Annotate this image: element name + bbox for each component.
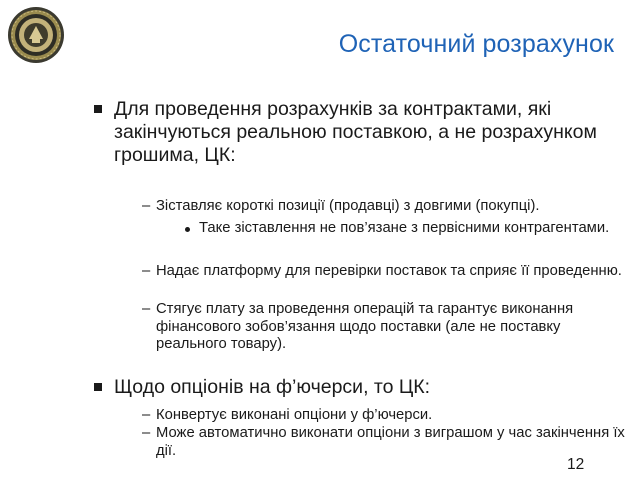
sub-sub-bullet-text: Таке зіставлення не пов’язане з первісними контрагентами. [199,220,610,236]
cftc-seal-icon [7,6,65,64]
bullet-item [114,98,634,167]
sub-bullet-text: Стягує плату за проведення операцій та гарантує виконання фінансового зобов’язання щодо поставки (але не поставку реального товару). [156,301,574,352]
sub-bullet-item [142,425,626,460]
bullet-text: Для проведення розрахунків за контрактами, які закінчуються реальною поставкою, а не розрахунком грошима, ЦК: [114,98,597,166]
round-bullet-icon [185,227,190,232]
sub-bullet-text: Може автоматично виконати опціони з виграшом у час закінчення їх дії. [156,425,625,459]
dash-bullet-icon: – [142,198,151,214]
square-bullet-icon [94,105,102,113]
square-bullet-icon [94,383,102,391]
sub-bullet-item [142,407,626,425]
sub-bullet-text: Зіставляє короткі позиції (продавці) з довгими (покупці). [156,198,540,214]
sub-sub-bullet-item [199,220,619,238]
bullet-item [114,376,634,399]
sub-bullet-text: Надає платформу для перевірки поставок та сприяє її проведенню. [156,263,622,279]
sub-bullet-text: Конвертує виконані опціони у ф’ючерси. [156,407,433,423]
page-number: 12 [567,456,585,473]
sub-bullet-item [142,263,626,281]
dash-bullet-icon: – [142,407,151,423]
sub-bullet-item [142,301,626,354]
dash-bullet-icon: – [142,263,151,279]
dash-bullet-icon: – [142,425,151,441]
slide-title: Остаточний розрахунок [338,30,614,58]
dash-bullet-icon: – [142,301,151,317]
sub-bullet-item [142,198,626,216]
bullet-text: Щодо опціонів на ф’ючерси, то ЦК: [114,376,431,398]
